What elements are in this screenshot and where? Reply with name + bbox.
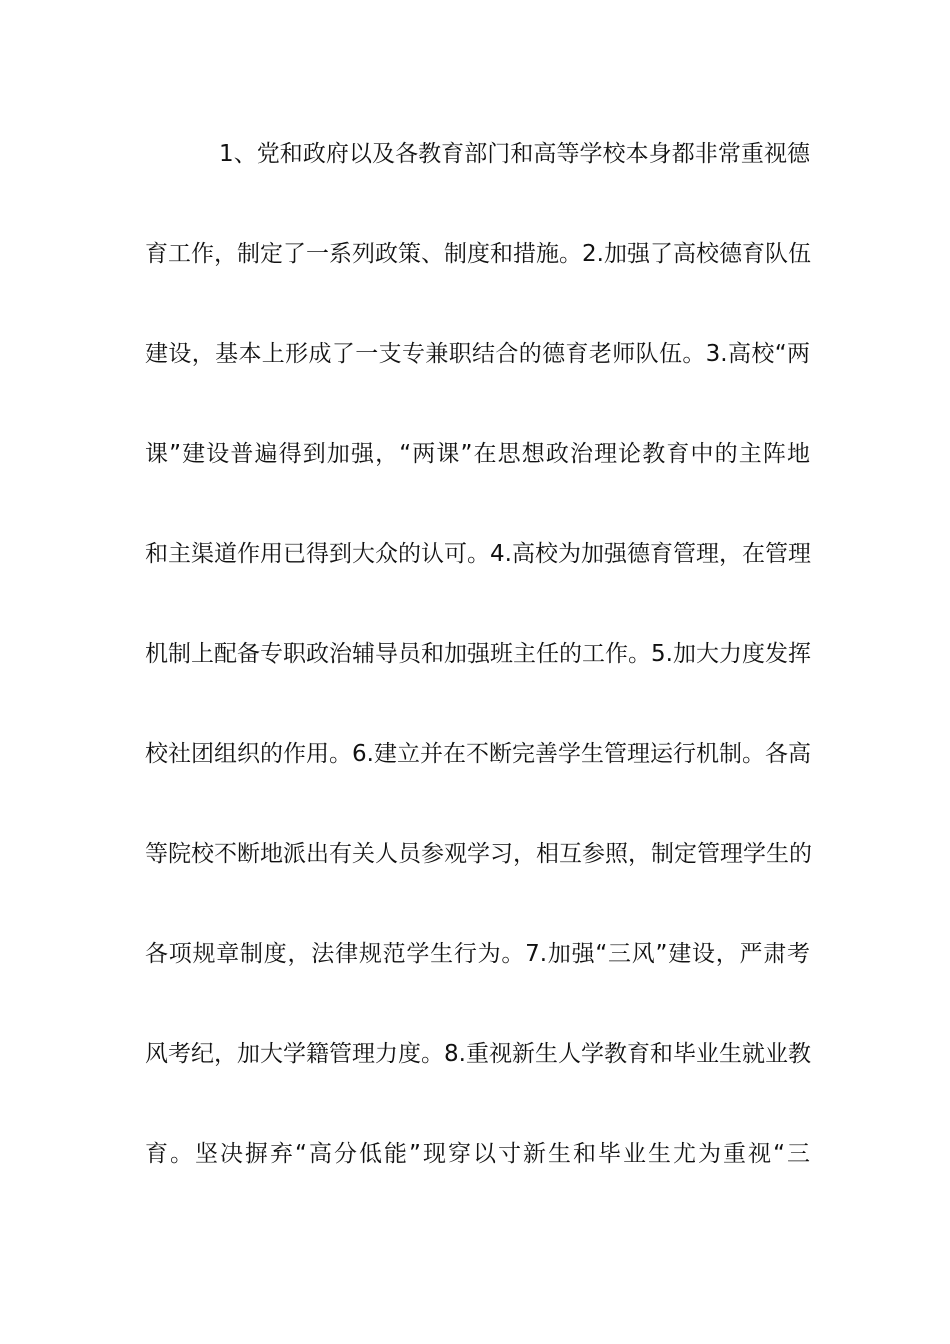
paragraph-line-5: 和主渠道作用已得到大众的认可。4.高校为加强德育管理，在管理 — [145, 541, 811, 567]
paragraph-line-1: 1、党和政府以及各教育部门和高等学校本身都非常重视德 — [219, 141, 810, 167]
paragraph-line-6: 机制上配备专职政治辅导员和加强班主任的工作。5.加大力度发挥 — [145, 641, 811, 667]
paragraph-line-4: 课”建设普遍得到加强，“两课”在思想政治理论教育中的主阵地 — [145, 441, 810, 467]
paragraph-line-2: 育工作，制定了一系列政策、制度和措施。2.加强了高校德育队伍 — [145, 241, 811, 267]
paragraph-line-9: 各项规章制度，法律规范学生行为。7.加强“三风”建设，严肃考 — [145, 941, 810, 967]
paragraph-line-11: 育。坚决摒弃“高分低能”现穿以寸新生和毕业生尤为重视“三 — [145, 1141, 810, 1167]
paragraph-line-8: 等院校不断地派出有关人员参观学习，相互参照，制定管理学生的 — [145, 841, 812, 867]
paragraph-line-3: 建设，基本上形成了一支专兼职结合的德育老师队伍。3.高校“两 — [145, 341, 810, 367]
paragraph-line-10: 风考纪，加大学籍管理力度。8.重视新生人学教育和毕业生就业教 — [145, 1041, 811, 1067]
paragraph-line-7: 校社团组织的作用。6.建立并在不断完善学生管理运行机制。各高 — [145, 741, 811, 767]
